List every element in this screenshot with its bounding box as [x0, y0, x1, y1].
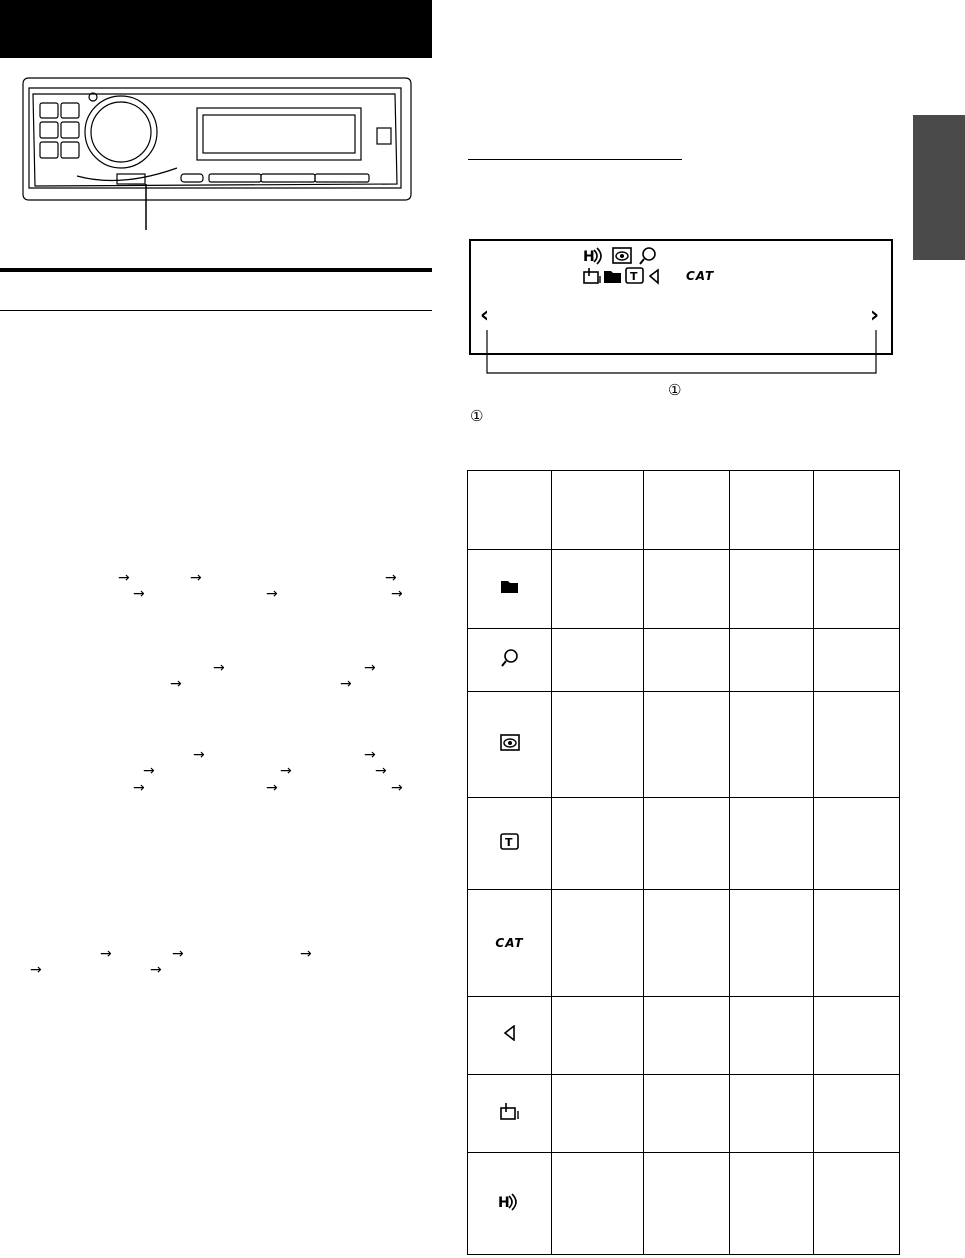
arrow-glyph: → [193, 747, 205, 763]
display-right-indicator: › [870, 303, 880, 328]
head-unit-illustration [17, 76, 417, 230]
svg-text:T: T [504, 835, 513, 849]
arrow-glyph: → [143, 763, 155, 779]
table-row [468, 997, 900, 1075]
hd-radio-icon [498, 1191, 522, 1211]
arrow-glyph: → [391, 780, 403, 796]
header-cell [552, 471, 644, 550]
icon-cell [468, 629, 552, 692]
arrow-glyph: → [172, 946, 184, 962]
arrow-glyph: → [30, 962, 42, 978]
arrow-glyph: → [213, 660, 225, 676]
range-bracket [484, 330, 880, 376]
arrow-glyph: → [133, 586, 145, 602]
table-header-row [468, 471, 900, 550]
table-row [468, 798, 900, 890]
icon-cell [468, 798, 552, 890]
table-row [468, 692, 900, 798]
icon-cell [468, 550, 552, 629]
icon-table [467, 470, 900, 1255]
arrow-glyph: → [391, 586, 403, 602]
arrow-glyph: → [364, 660, 376, 676]
icon-cell [468, 692, 552, 798]
bank-icon [499, 1102, 521, 1120]
display-left-indicator: ‹ [480, 303, 490, 328]
icon-cell [468, 1153, 552, 1255]
title-icon [626, 268, 643, 283]
table-row [468, 1075, 900, 1153]
arrow-glyph: → [100, 946, 112, 962]
header-cell [814, 471, 900, 550]
arrow-glyph: → [190, 570, 202, 586]
arrow-glyph: → [266, 586, 278, 602]
icon-cell [468, 890, 552, 997]
folder-icon [500, 579, 520, 595]
arrow-glyph: → [266, 780, 278, 796]
svg-text:H: H [583, 249, 595, 265]
section-header-bar [0, 0, 432, 58]
header-cell [644, 471, 730, 550]
display-icons-row1 [583, 246, 665, 266]
arrow-glyph: → [300, 946, 312, 962]
header-cell [468, 471, 552, 550]
bell-icon [503, 1025, 517, 1041]
table-row [468, 629, 900, 692]
table-row [468, 1153, 900, 1255]
table-row [468, 550, 900, 629]
title-icon [500, 833, 520, 850]
bank-icon [584, 268, 600, 283]
category-label: CAT [686, 269, 715, 283]
section-rule-thick [0, 268, 432, 272]
category-icon: CAT [495, 936, 524, 950]
search-icon [501, 649, 519, 667]
arrow-glyph: → [150, 962, 162, 978]
side-tab [913, 115, 965, 260]
tuner-icon [500, 734, 520, 751]
arrow-glyph: → [364, 747, 376, 763]
folder-icon [604, 271, 621, 283]
callout-number-legend: ① [470, 407, 484, 425]
icon-cell [468, 997, 552, 1075]
arrow-glyph: → [280, 763, 292, 779]
arrow-glyph: → [340, 676, 352, 692]
bell-icon [650, 270, 658, 283]
arrow-glyph: → [170, 676, 182, 692]
arrow-glyph: → [385, 570, 397, 586]
heading-underline [468, 159, 682, 160]
callout-number: ① [668, 381, 682, 399]
svg-text:H: H [497, 1195, 510, 1211]
section-rule-thin [0, 310, 432, 311]
hd-radio-icon [583, 248, 601, 265]
display-icons-row2 [582, 266, 682, 286]
tuner-icon [613, 248, 631, 263]
icon-cell [468, 1075, 552, 1153]
arrow-glyph: → [133, 780, 145, 796]
arrow-glyph: → [375, 763, 387, 779]
header-cell [730, 471, 814, 550]
arrow-glyph: → [118, 570, 130, 586]
table-row [468, 890, 900, 997]
svg-text:T: T [630, 270, 638, 283]
search-icon [640, 248, 655, 264]
